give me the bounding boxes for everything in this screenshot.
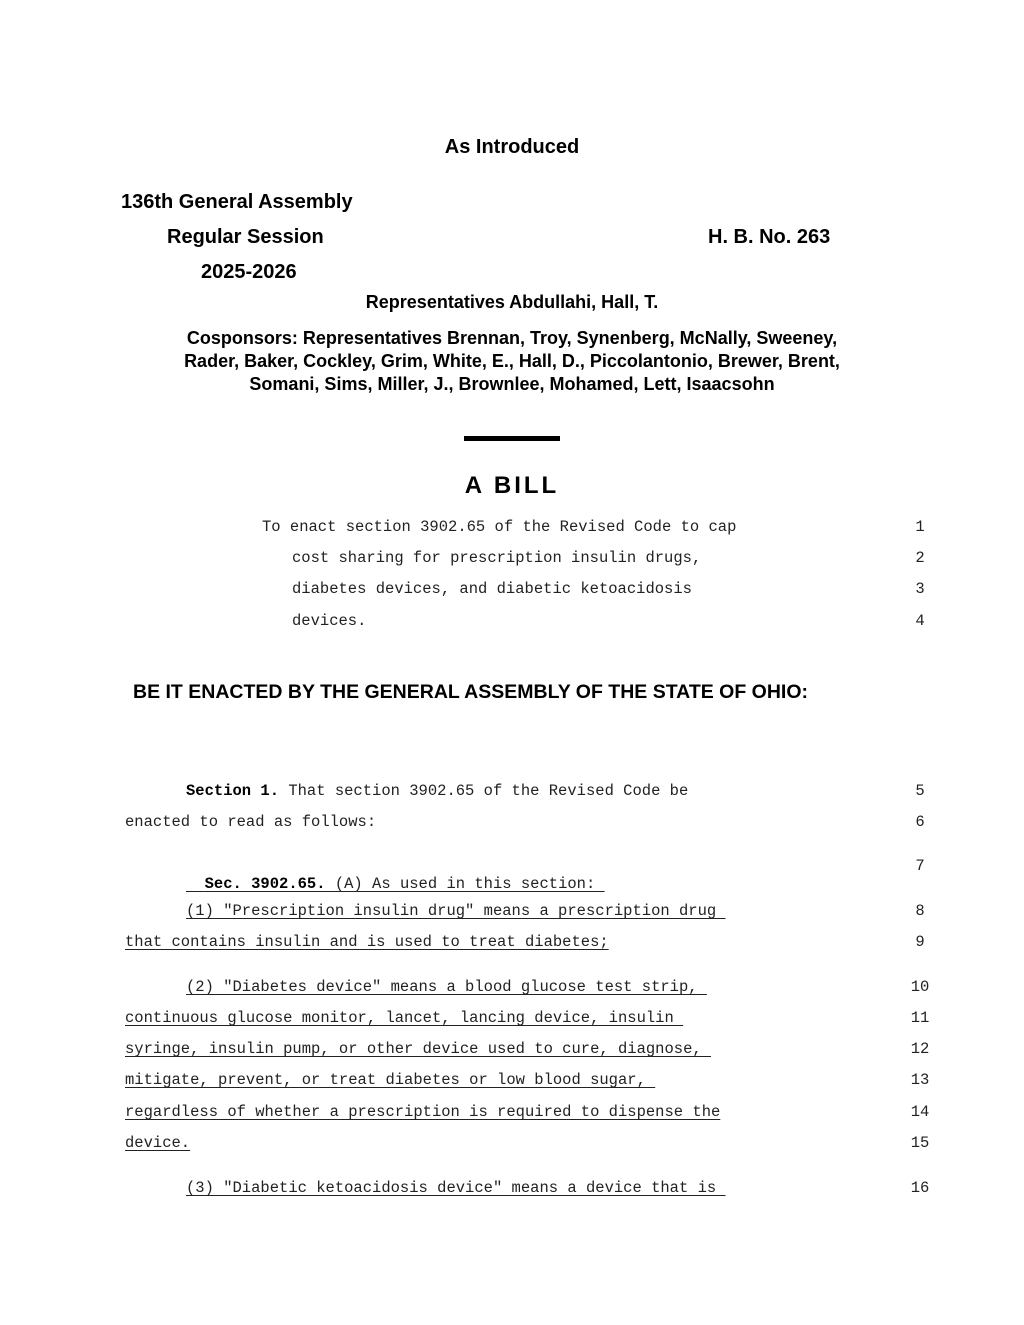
line-number: 8 [915, 902, 925, 920]
line-number: 11 [910, 1009, 930, 1027]
sponsors: Representatives Abdullahi, Hall, T. [365, 292, 659, 312]
line-number: 3 [915, 580, 925, 598]
title-line: cost sharing for prescription insulin drugs, [292, 549, 702, 567]
body-line: that contains insulin and is used to treat diabetes; [125, 933, 609, 951]
cosponsors-line: Cosponsors: Representatives Brennan, Troy, Synenberg, McNally, Sweeney, [186, 328, 838, 348]
sec-text: (A) As used in this section: [325, 875, 605, 893]
sec-3902-65-line [186, 857, 605, 893]
line-number: 5 [915, 782, 925, 800]
line-number: 14 [910, 1103, 930, 1121]
cosponsors-line: Somani, Sims, Miller, J., Brownlee, Mohamed, Lett, Isaacsohn [249, 374, 775, 394]
body-line: device. [125, 1134, 191, 1152]
title-line: To enact section 3902.65 of the Revised Code to cap [262, 518, 737, 536]
session-years: 2025-2026 [201, 261, 297, 283]
line-number: 15 [910, 1134, 930, 1152]
body-line: (2) "Diabetes device" means a blood glucose test strip, [186, 978, 707, 996]
section-1-label: Section 1. [186, 782, 280, 800]
line-number: 7 [915, 857, 925, 875]
line-number: 10 [910, 978, 930, 996]
sec-label: Sec. 3902.65. [204, 875, 326, 893]
session: Regular Session [167, 226, 324, 248]
cosponsors-line: Rader, Baker, Cockley, Grim, White, E., Hall, D., Piccolantonio, Brewer, Brent, [184, 351, 840, 371]
line-number: 16 [910, 1179, 930, 1197]
line-number: 13 [910, 1071, 930, 1089]
bill-number: H. B. No. 263 [708, 226, 831, 248]
line-number: 1 [915, 518, 925, 536]
body-line: mitigate, prevent, or treat diabetes or low blood sugar, [125, 1071, 656, 1089]
body-line: regardless of whether a prescription is required to dispense the [125, 1103, 721, 1121]
bill-status: As Introduced [444, 136, 580, 158]
body-line: syringe, insulin pump, or other device used to cure, diagnose, [125, 1040, 711, 1058]
line-number: 6 [915, 813, 925, 831]
general-assembly: 136th General Assembly [121, 191, 353, 213]
bill-heading: A BILL [464, 472, 560, 499]
divider-rule [464, 436, 560, 441]
section-1-text: That section 3902.65 of the Revised Code be [279, 782, 689, 800]
body-line: (1) "Prescription insulin drug" means a prescription drug [186, 902, 726, 920]
body-line: (3) "Diabetic ketoacidosis device" means a device that is [186, 1179, 726, 1197]
enacting-clause: BE IT ENACTED BY THE GENERAL ASSEMBLY OF THE STATE OF OHIO: [133, 681, 808, 703]
line-number: 2 [915, 549, 925, 567]
section-1-line [186, 782, 688, 800]
title-line: diabetes devices, and diabetic ketoacidosis [292, 580, 692, 598]
body-line: continuous glucose monitor, lancet, lancing device, insulin [125, 1009, 684, 1027]
line-number: 9 [915, 933, 925, 951]
line-number: 12 [910, 1040, 930, 1058]
line-number: 4 [915, 612, 925, 630]
title-line: devices. [292, 612, 367, 630]
body-line: enacted to read as follows: [125, 813, 377, 831]
